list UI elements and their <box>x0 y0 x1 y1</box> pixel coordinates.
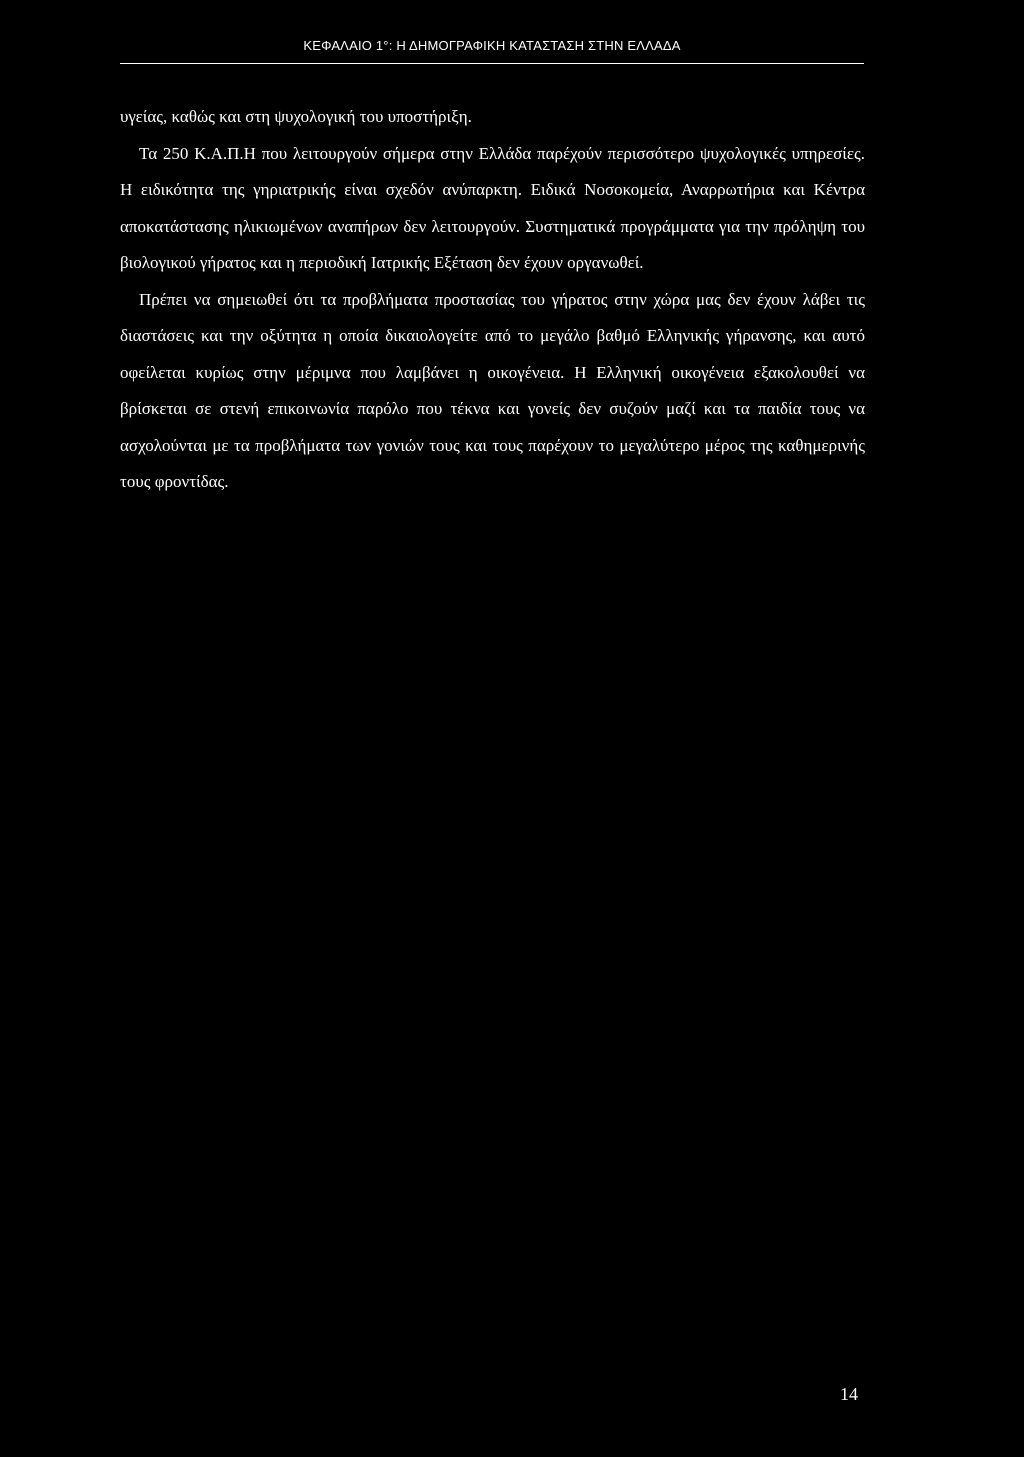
page-number: 14 <box>840 1384 858 1404</box>
header-rule <box>120 63 864 64</box>
paragraph-2: Τα 250 Κ.Α.Π.Η που λειτουργούν σήμερα στην Ελλάδα παρέχούν περισσότερο ψυχολογικές υπηρεσίες. Η ειδικότητα της γηριατρικής είναι σχεδόν ανύπαρκτη. Ειδικά Νοσοκομεία, Αναρρωτήρια και Κέντρα αποκατάστασης ηλικιωμένων αναπήρων δεν λειτουργούν. Συστηματικά προγράμματα για την πρόληψη του βιολογικού γήρατος και η περιοδική Ιατρικής Εξέταση δεν έχουν οργανωθεί. <box>120 143 865 272</box>
running-header: ΚΕΦΑΛΑΙΟ 1°: Η ΔΗΜΟΓΡΑΦΙΚΗ ΚΑΤΑΣΤΑΣΗ ΣΤΗΝ ΕΛΛΑΔΑ <box>303 38 681 53</box>
paragraph-3: Πρέπει να σημειωθεί ότι τα προβλήματα προστασίας του γήρατος στην χώρα μας δεν έχουν λάβει τις διαστάσεις και την οξύτητα η οποία δικαιολογείτε από το μεγάλο βαθμό Ελληνικής γήρανσης, και αυτό οφείλεται κυρίως στην μέριμνα που λαμβάνει η οικογένεια. Η Ελληνική οικογένεια εξακολουθεί να βρίσκεται σε στενή επικοινωνία παρόλο που τέκνα και γονείς δεν συζούν μαζί και τα παιδία τους να ασχολούνται με τα προβλήματα των γονιών τους και τους παρέχουν το μεγαλύτερο μέρος της καθημερινής τους φροντίδας. <box>120 289 865 491</box>
paragraph-1: υγείας, καθώς και στη ψυχολογική του υποστήριξη. <box>120 107 472 126</box>
document-body <box>120 99 865 501</box>
